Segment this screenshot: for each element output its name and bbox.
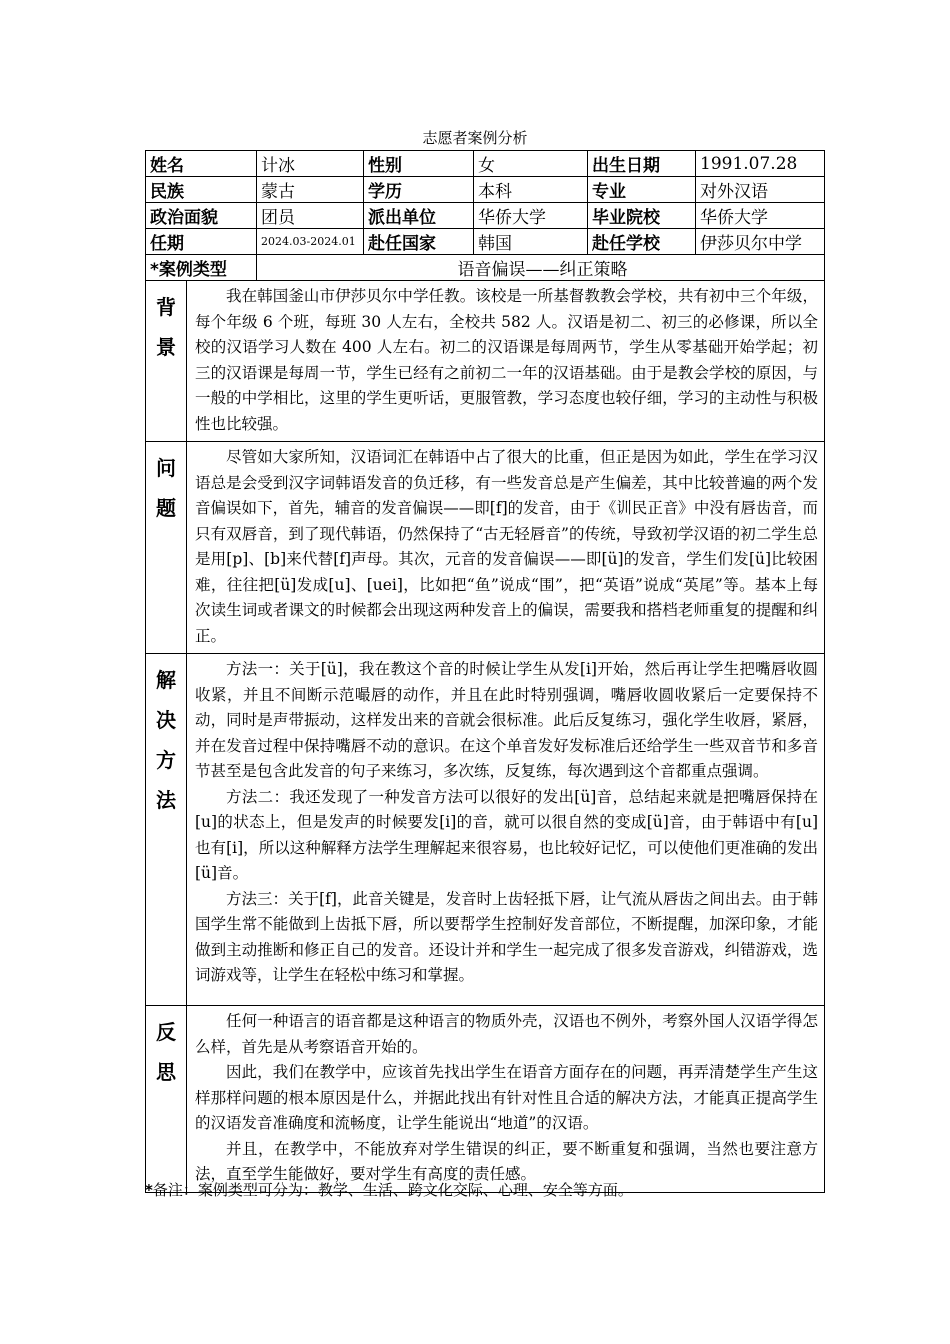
name-label: 姓名: [146, 151, 257, 177]
paragraph: 方法三：关于[f]，此音关键是，发音时上齿轻抵下唇，让气流从唇齿之间出去。由于韩国学生常不能做到上齿抵下唇，所以要帮学生控制好发音部位，不断提醒，加深印象，才能做到主动推断和修正自己的发音。还设计并和学生一起完成了很多发音游戏，纠错游戏，选词游戏等，让学生在轻松中练习和掌握。: [195, 889, 818, 984]
reflection-heading: 反 思: [146, 1006, 187, 1193]
paragraph: 方法一：关于[ü]，我在教这个音的时候让学生从发[i]开始，然后再让学生把嘴唇收圆收紧，并且不间断示范嘬唇的动作，并且在此时特别强调，嘴唇收圆收紧后一定要保持不动，同时是声带振动，这样发出来的音就会很标准。此后反复练习，强化学生收唇，紧唇，并在发音过程中保持嘴唇不动的意识。在这个单音发好发标准后还给学生一些双音节和多音节甚至是包含此发音的句子来练习，多次练，反复练，每次遇到这个音都重点强调。: [195, 660, 818, 780]
ethnicity-value: 蒙古: [257, 177, 364, 203]
problem-section: [146, 442, 825, 654]
paragraph: 我在韩国釜山市伊莎贝尔中学任教。该校是一所基督教教会学校，共有初中三个年级，每个年级 6 个班，每班 30 人左右，全校共 582 人。汉语是初二、初三的必修课，所以全校的汉语学习人数在 400 人左右。初二的汉语课是每周两节，学生从零基础开始学起；初三的汉语课是每周一节，学生已经有之前初二一年的汉语基础。由于是教会学校的原因，与一般的中学相比，这里的学生更听话，更服管教，学习态度也较仔细，学习的主动性与积极性也比较强。: [195, 287, 818, 433]
birthdate-value: 1991.07.28: [696, 151, 825, 177]
term-label: 任期: [146, 229, 257, 255]
solution-heading: 解 决 方 法: [146, 654, 187, 1006]
gender-label: 性别: [364, 151, 474, 177]
education-value: 本科: [474, 177, 588, 203]
problem-text: [187, 442, 825, 654]
background-text: [187, 281, 825, 442]
dispatch-unit-value: 华侨大学: [474, 203, 588, 229]
major-label: 专业: [588, 177, 696, 203]
case-type-row: [146, 255, 825, 281]
background-heading: 背 景: [146, 281, 187, 442]
info-row: [146, 203, 825, 229]
term-value: 2024.03-2024.01: [257, 229, 364, 255]
host-country-label: 赴任国家: [364, 229, 474, 255]
education-label: 学历: [364, 177, 474, 203]
info-row: [146, 151, 825, 177]
graduate-school-label: 毕业院校: [588, 203, 696, 229]
paragraph: 并且，在教学中，不能放弃对学生错误的纠正，要不断重复和强调，当然也要注意方法，直至学生能做好，要对学生有高度的责任感。: [195, 1139, 818, 1183]
footnote-text: 备注：案例类型可分为：教学、生活、跨文化交际、心理、安全等方面。: [152, 1181, 633, 1199]
political-status-value: 团员: [257, 203, 364, 229]
page-title: 志愿者案例分析: [422, 129, 528, 147]
solution-text: [187, 654, 825, 1006]
name-value: 计冰: [257, 151, 364, 177]
major-value: 对外汉语: [696, 177, 825, 203]
background-section: [146, 281, 825, 442]
footnote-mark: *: [145, 1181, 153, 1199]
paragraph: 因此，我们在教学中，应该首先找出学生在语音方面存在的问题，再弄清楚学生产生这样那样问题的根本原因是什么，并据此找出有针对性且合适的解决方法，才能真正提高学生的汉语发音准确度和流畅度，让学生能说出“地道”的汉语。: [195, 1063, 818, 1132]
reflection-section: [146, 1006, 825, 1193]
reflection-text: [187, 1006, 825, 1193]
gender-value: 女: [474, 151, 588, 177]
political-status-label: 政治面貌: [146, 203, 257, 229]
case-type-label: *案例类型: [146, 255, 257, 281]
volunteer-case-form: [145, 150, 825, 1193]
case-type-value: 语音偏误——纠正策略: [257, 255, 825, 281]
problem-heading: 问 题: [146, 442, 187, 654]
birthdate-label: 出生日期: [588, 151, 696, 177]
info-row: [146, 177, 825, 203]
solution-section: [146, 654, 825, 1006]
paragraph: 尽管如大家所知，汉语词汇在韩语中占了很大的比重，但正是因为如此，学生在学习汉语总是会受到汉字词韩语发音的负迁移，有一些发音总是产生偏差，其中比较普遍的两个发音偏误如下，首先，辅音的发音偏误——即[f]的发音，由于《训民正音》中没有唇齿音，而只有双唇音，到了现代韩语，仍然保持了“古无轻唇音”的传统，导致初学汉语的初二学生总是用[p]、[b]来代替[f]声母。其次，元音的发音偏误——即[ü]的发音，学生们发[ü]比较困难，往往把[ü]发成[u]、[uei]，比如把“鱼”说成“围”，把“英语”说成“英尾”等。基本上每次读生词或者课文的时候都会出现这两种发音上的偏误，需要我和搭档老师重复的提醒和纠正。: [195, 448, 818, 645]
host-school-value: 伊莎贝尔中学: [696, 229, 825, 255]
footnote: [145, 1179, 633, 1200]
host-country-value: 韩国: [474, 229, 588, 255]
info-row: [146, 229, 825, 255]
dispatch-unit-label: 派出单位: [364, 203, 474, 229]
graduate-school-value: 华侨大学: [696, 203, 825, 229]
host-school-label: 赴任学校: [588, 229, 696, 255]
paragraph: 任何一种语言的语音都是这种语言的物质外壳，汉语也不例外，考察外国人汉语学得怎么样，首先是从考察语音开始的。: [195, 1012, 818, 1056]
ethnicity-label: 民族: [146, 177, 257, 203]
paragraph: 方法二：我还发现了一种发音方法可以很好的发出[ü]音，总结起来就是把嘴唇保持在[u]的状态上，但是发声的时候要发[i]的音，就可以很自然的变成[ü]音，由于韩语中有[u]也有[i]，所以这种解释方法学生理解起来很容易，也比较好记忆，可以使他们更准确的发出[ü]音。: [195, 787, 818, 882]
